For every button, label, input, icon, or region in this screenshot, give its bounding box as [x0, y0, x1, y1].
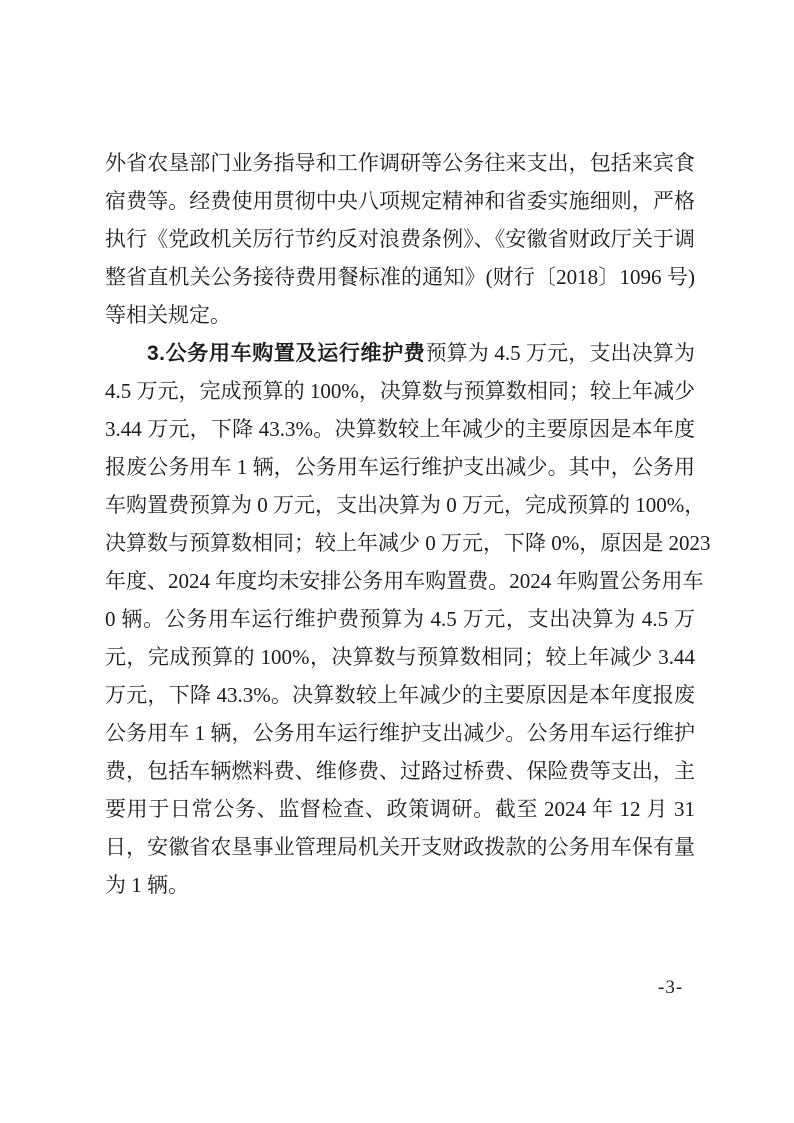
text-line: 车购置费预算为 0 万元，支出决算为 0 万元，完成预算的 100%， [105, 493, 706, 517]
text-line: 4.5 万元，完成预算的 100%，决算数与预算数相同；较上年减少 [105, 379, 695, 403]
text-line: 报废公务用车 1 辆，公务用车运行维护支出减少。其中，公务用 [105, 455, 695, 479]
text-line: 决算数与预算数相同；较上年减少 0 万元，下降 0%，原因是 2023 [105, 531, 711, 555]
text-line: 公务用车 1 辆，公务用车运行维护支出减少。公务用车运行维护 [105, 721, 695, 745]
text-line: 万元，下降 43.3%。决算数较上年减少的主要原因是本年度报废 [105, 683, 695, 707]
text-line: 等相关规定。 [105, 303, 231, 327]
section-heading-run: 3.公务用车购置及运行维护费 [147, 342, 426, 365]
text-line: 执行《党政机关厉行节约反对浪费条例》、《安徽省财政厅关于调 [105, 227, 695, 251]
text-line: 3.公务用车购置及运行维护费预算为 4.5 万元，支出决算为 [147, 341, 696, 365]
text-line: 元，完成预算的 100%，决算数与预算数相同；较上年减少 3.44 [105, 645, 695, 669]
text-line: 0 辆。公务用车运行维护费预算为 4.5 万元，支出决算为 4.5 万 [105, 607, 695, 631]
text-line: 3.44 万元，下降 43.3%。决算数较上年减少的主要原因是本年度 [105, 417, 695, 441]
text-line: 整省直机关公务接待费用餐标准的通知》(财行〔2018〕1096 号) [105, 265, 695, 289]
document-body [105, 144, 711, 904]
text-line: 年度、2024 年度均未安排公务用车购置费。2024 年购置公务用车 [105, 569, 704, 593]
text-line: 宿费等。经费使用贯彻中央八项规定精神和省委实施细则，严格 [105, 189, 695, 213]
text-line: 外省农垦部门业务指导和工作调研等公务往来支出，包括来宾食 [105, 151, 695, 175]
text-line: 要用于日常公务、监督检查、政策调研。截至 2024 年 12 月 31 [105, 797, 695, 821]
text-line: 费，包括车辆燃料费、维修费、过路过桥费、保险费等支出，主 [105, 759, 695, 783]
page-number: -3- [658, 977, 684, 998]
text-line: 日，安徽省农垦事业管理局机关开支财政拨款的公务用车保有量 [105, 835, 695, 859]
text-line: 为 1 辆。 [105, 873, 189, 897]
